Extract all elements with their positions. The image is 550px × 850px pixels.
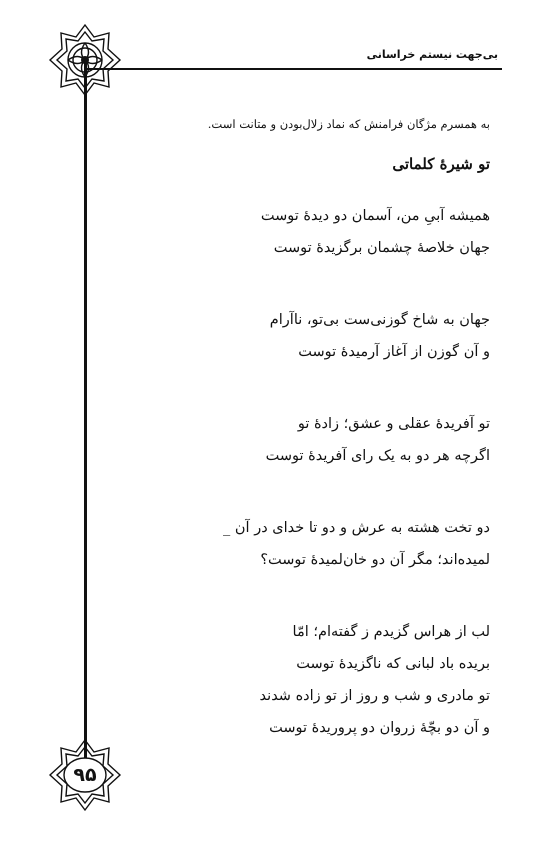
poem-line: جهان به شاخ گوزنی‌ست بی‌تو، ناآرام xyxy=(269,312,490,328)
margin-vertical-rule xyxy=(84,60,87,780)
header-rule xyxy=(84,68,502,70)
stanza-5 xyxy=(223,616,490,744)
poem-body xyxy=(223,200,490,784)
poem-line: دو تخت هشته به عرش و دو تا خدای در آن _ xyxy=(223,520,490,536)
poem-line: تو مادری و شب و روز از تو زاده شدند xyxy=(259,688,490,704)
page-number: ۹۵ xyxy=(73,764,97,786)
poem-line: جهان خلاصهٔ چشمان برگزیدهٔ توست xyxy=(273,240,490,256)
poem-line: تو آفریدهٔ عقلی و عشق؛ زادهٔ تو xyxy=(297,416,490,432)
stanza-1 xyxy=(223,200,490,264)
running-header-title: بی‌جهت نیستم خراسانی xyxy=(366,48,498,61)
poem-line: لمیده‌اند؛ مگر آن دو خان‌لمیدهٔ توست؟ xyxy=(260,552,490,568)
poem-line: همیشه آبیِ من، آسمان دو دیدهٔ توست xyxy=(260,208,490,224)
top-ornament-icon xyxy=(48,23,122,97)
stanza-3 xyxy=(223,408,490,472)
stanza-4 xyxy=(223,512,490,576)
poem-line: بریده باد لبانی که ناگزیدهٔ توست xyxy=(296,656,490,672)
poem-line: و آن دو بچّهٔ زروان دو پروریدهٔ توست xyxy=(269,720,490,736)
poem-line: لب از هراس گزیدم ز گفته‌ام؛ امّا xyxy=(292,624,490,640)
poem-line: و آن گوزن از آغاز آرمیدهٔ توست xyxy=(298,344,490,360)
poem-title: تو شیرهٔ کلماتی xyxy=(392,155,490,173)
poem-line: اگرچه هر دو به یک رای آفریدهٔ توست xyxy=(265,448,490,464)
stanza-2 xyxy=(223,304,490,368)
dedication-text: به همسرم مژگان فرامنش که نماد زلال‌بودن و متانت است. xyxy=(207,117,490,131)
